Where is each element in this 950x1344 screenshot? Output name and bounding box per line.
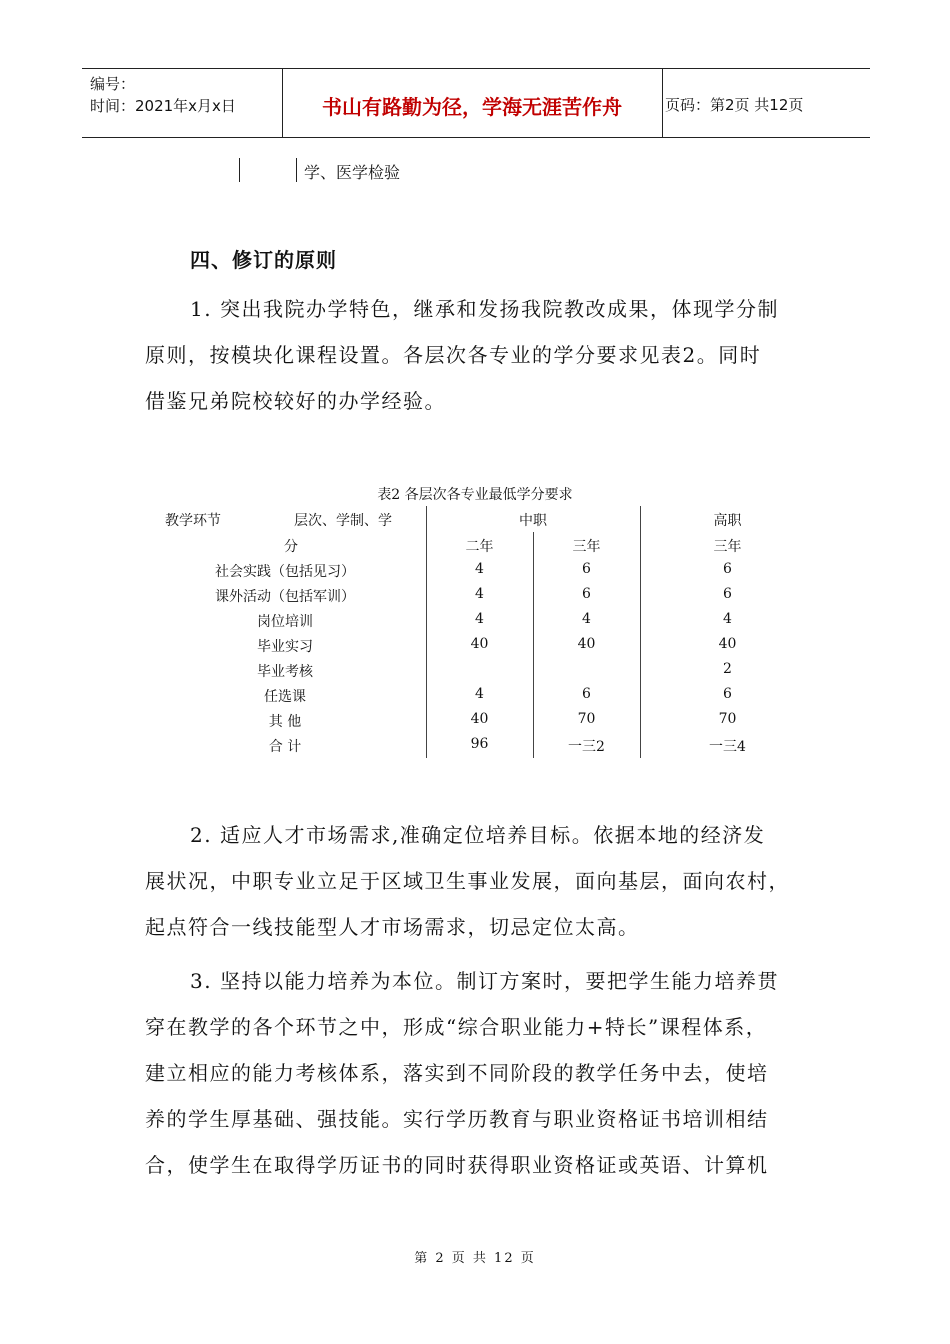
paragraph-line: 合，使学生在取得学历证书的同时获得职业资格证或英语、计算机 (145, 1153, 769, 1177)
paragraph-line: 原则，按模块化课程设置。各层次各专业的学分要求见表2。同时 (145, 343, 762, 367)
paragraph-line: 起点符合一线技能型人才市场需求，切忌定位太高。 (145, 915, 640, 939)
table-cell: 4 (475, 561, 484, 577)
table-row-label: 毕业考核 (257, 664, 313, 680)
table-row-label: 任选课 (264, 689, 306, 705)
paragraph-2 (145, 812, 810, 950)
header-meta (90, 73, 236, 117)
table-cell: 6 (723, 561, 732, 577)
table-row-label: 其 他 (268, 714, 302, 730)
table-row-label: 岗位培训 (257, 614, 313, 630)
document-number-label: 编号： (90, 75, 136, 93)
table-cell: 70 (718, 711, 737, 727)
table-cell: 4 (723, 611, 732, 627)
table-cell-fragment: 学、医学检验 (304, 163, 401, 182)
table-row-label: 社会实践（包括见习） (215, 564, 355, 580)
paragraph-line: 借鉴兄弟院校较好的办学经验。 (145, 389, 446, 413)
table-cell: 6 (582, 586, 591, 602)
table-cell: 70 (577, 711, 596, 727)
table-group-header: 中职 (519, 513, 547, 529)
document-time-label: 时间：2021年x月x日 (90, 97, 236, 115)
table-header-cell: 分 (284, 539, 298, 555)
table-row-label: 毕业实习 (257, 639, 313, 655)
section-heading: 四、修订的原则 (190, 248, 337, 272)
table-cell: 一三4 (709, 739, 746, 755)
table-cell: 6 (582, 561, 591, 577)
table-cell: 6 (582, 686, 591, 702)
table-cell: 40 (577, 636, 596, 652)
table-cell: 40 (470, 636, 489, 652)
table-cell: 96 (470, 736, 489, 752)
paragraph-line: 3. 坚持以能力培养为本位。制订方案时，要把学生能力培养贯 (190, 969, 779, 993)
paragraph-line: 建立相应的能力考核体系，落实到不同阶段的教学任务中去，使培 (145, 1061, 769, 1085)
page-footer: 第 2 页 共 12 页 (414, 1251, 536, 1266)
table-group-header: 高职 (713, 513, 742, 529)
table-caption: 表2 各层次各专业最低学分要求 (377, 487, 573, 503)
table-cell: 40 (718, 636, 737, 652)
table-header-cell: 层次、学制、学 (294, 513, 392, 529)
table-border-fragment (239, 158, 240, 182)
table-cell: 4 (475, 611, 484, 627)
paragraph-line: 2. 适应人才市场需求,准确定位培养目标。依据本地的经济发 (190, 823, 766, 847)
table-border-fragment (296, 158, 297, 182)
table-cell: 4 (582, 611, 591, 627)
table-cell: 4 (475, 586, 484, 602)
table-cell: 4 (475, 686, 484, 702)
paragraph-line: 穿在教学的各个环节之中，形成“综合职业能力+特长”课程体系， (145, 1015, 768, 1039)
table-subheader-cell: 三年 (713, 539, 742, 555)
table-cell: 40 (470, 711, 489, 727)
table-cell: 2 (723, 661, 732, 677)
header-page-label: 页码：第2页 共12页 (665, 96, 804, 114)
paragraph-3 (145, 958, 810, 1188)
table-cell: 一三2 (568, 739, 605, 755)
table-subheader-cell: 三年 (572, 539, 601, 555)
table-row-label: 课外活动（包括军训） (215, 589, 355, 605)
table-header-cell: 教学环节 (165, 513, 221, 529)
table-cell: 6 (723, 586, 732, 602)
header-divider (662, 69, 663, 137)
table-row-label: 合 计 (268, 739, 302, 755)
paragraph-line: 展状况，中职专业立足于区域卫生事业发展，面向基层，面向农村， (145, 869, 790, 893)
paragraph-1 (145, 286, 810, 424)
table-subheader-cell: 二年 (465, 539, 494, 555)
page-header (82, 68, 870, 138)
header-motto: 书山有路勤为径，学海无涯苦作舟 (322, 95, 622, 119)
table-cell: 6 (723, 686, 732, 702)
paragraph-line: 1. 突出我院办学特色，继承和发扬我院教改成果，体现学分制 (190, 297, 779, 321)
paragraph-line: 养的学生厚基础、强技能。实行学历教育与职业资格证书培训相结 (145, 1107, 769, 1131)
